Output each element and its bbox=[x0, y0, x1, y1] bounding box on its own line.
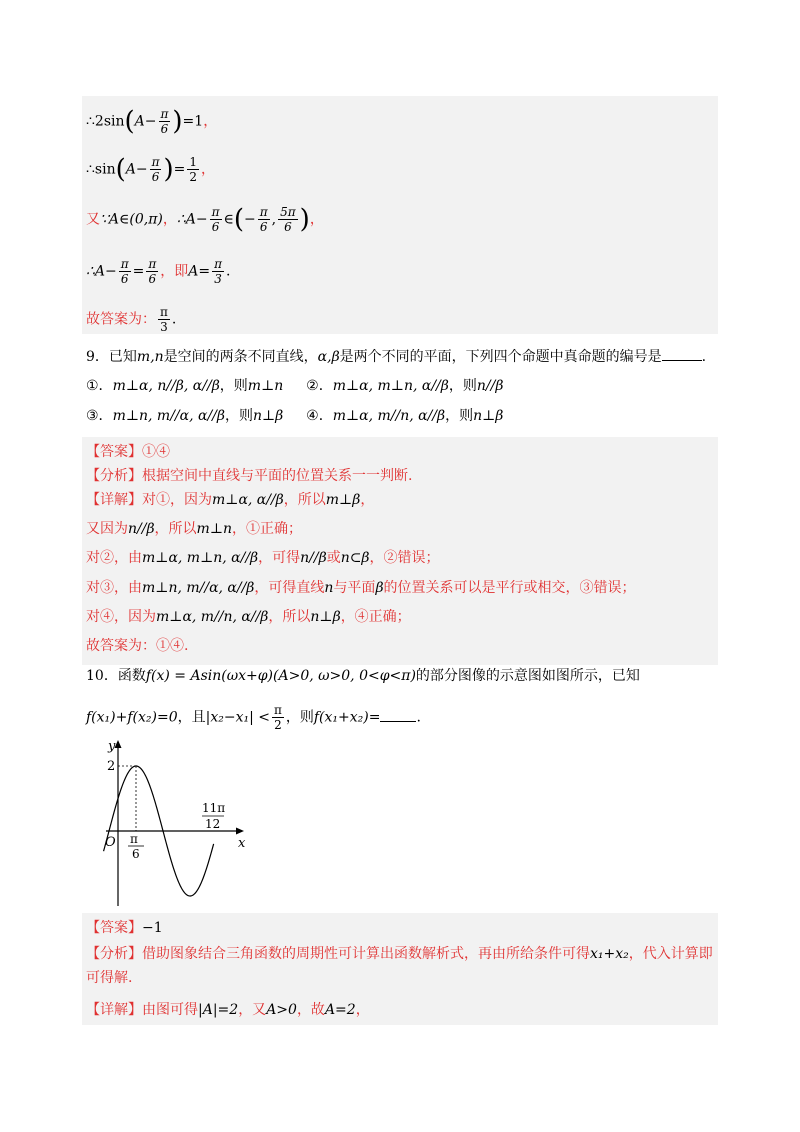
q10-answer: 【答案】−1 bbox=[86, 920, 163, 936]
tick2-den: 12 bbox=[205, 817, 221, 831]
x-axis-label: x bbox=[238, 836, 246, 851]
y-axis-arrow bbox=[115, 740, 122, 748]
q9-answer: 【答案】①④ bbox=[86, 444, 170, 460]
q9-detail-2: 又因为n//β，所以m⊥n，①正确； bbox=[86, 521, 303, 537]
origin-label: O bbox=[105, 835, 116, 850]
question-9-stem: 9．已知m,n是空间的两条不同直线，α,β是两个不同的平面，下列四个命题中真命题的编号是 . bbox=[86, 349, 707, 365]
solution-line-2: ∴sin(A− $\frac{\pi}{6}$ )= $\frac{1}{2}$ ， bbox=[86, 154, 216, 185]
solution-line-4: ∴A− $\frac{\pi}{6}$ = $\frac{\pi}{6}$ ，即A= $\frac{\pi}{3}$ . bbox=[86, 257, 231, 286]
question-9-options-1: ①．m⊥α, n//β, α//β，则m⊥n ②．m⊥α, m⊥n, α//β，则n//β bbox=[86, 378, 504, 394]
q9-detail-5: 对④，因为m⊥α, m//n, α//β，所以n⊥β，④正确； bbox=[86, 609, 411, 625]
q10-detail-1: 【详解】由图可得|A|=2，又A>0，故A=2， bbox=[86, 1002, 370, 1018]
answer-blank[interactable] bbox=[662, 348, 702, 361]
tick1-den: 6 bbox=[132, 847, 140, 861]
y-max-label: 2 bbox=[107, 759, 116, 774]
q10-analysis: 【分析】借助图象结合三角函数的周期性可计算出函数解析式，再由所给条件可得x₁+x₂，代入计算即 bbox=[86, 946, 713, 962]
q10-analysis-cont: 可得解. bbox=[86, 970, 133, 986]
solution-line-1: ∴2sin(A− $\frac{\pi}{6}$ )=1， bbox=[86, 106, 218, 137]
y-axis-label: y bbox=[108, 739, 116, 754]
x-axis-arrow bbox=[236, 828, 244, 835]
tick1-num: π bbox=[130, 832, 138, 846]
question-9-options-2: ③．m⊥n, m//α, α//β，则n⊥β ④．m⊥α, m//n, α//β，则n⊥β bbox=[86, 408, 504, 424]
question-10-condition: f(x₁)+f(x₂)=0，且|x₂−x₁| < $\frac{\pi}{2}$ ，则f(x₁+x₂)= . bbox=[86, 703, 421, 732]
question-10-stem: 10．函数f(x) = Asin(ωx+φ)(A>0, ω>0, 0<φ<π)的部分图像的示意图如图所示，已知 bbox=[86, 668, 640, 684]
q9-analysis: 【分析】根据空间中直线与平面的位置关系一一判断. bbox=[86, 468, 413, 484]
solution-line-3: 又∵A∈(0,π)，∴A− $\frac{\pi}{6}$ ∈(− $\frac{\pi}{6}$ , $\frac{5\pi}{6}$ )， bbox=[86, 204, 324, 235]
answer-blank[interactable] bbox=[380, 709, 416, 722]
q9-detail-3: 对②，由m⊥α, m⊥n, α//β，可得n//β或n⊂β，②错误； bbox=[86, 550, 440, 566]
q9-detail-1: 【详解】对①，因为m⊥α, α//β，所以m⊥β， bbox=[86, 492, 375, 508]
q9-final: 故答案为：①④. bbox=[86, 638, 189, 654]
tick2-num: 11π bbox=[202, 801, 226, 815]
q9-detail-4: 对③，由m⊥n, m//α, α//β，可得直线n与平面β的位置关系可以是平行或相交，③错误； bbox=[86, 580, 636, 596]
solution-line-5: 故答案为： $\frac{\pi}{3}$ . bbox=[86, 305, 177, 334]
function-graph bbox=[84, 732, 264, 912]
